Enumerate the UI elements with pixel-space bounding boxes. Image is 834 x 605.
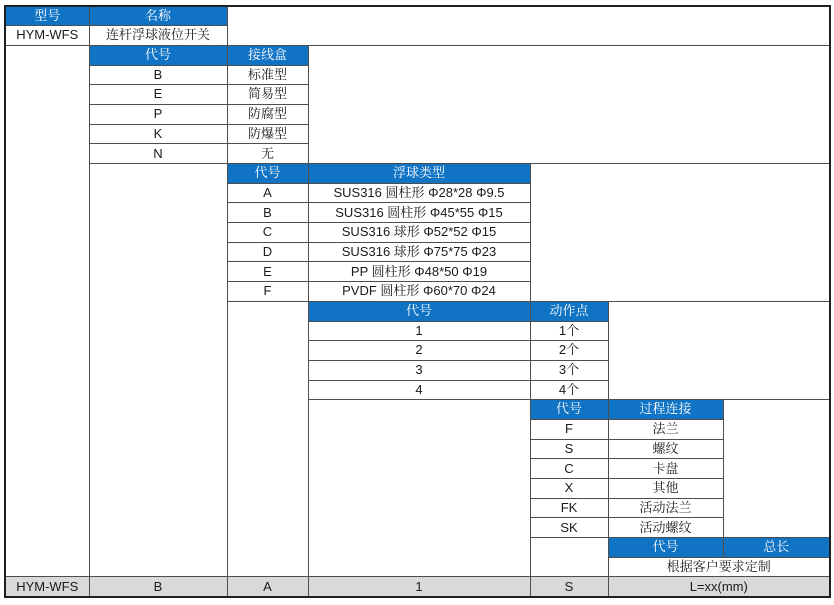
junction-title-header-cell: 接线盒 [227, 45, 308, 65]
action-code-cell: 1 [308, 321, 530, 341]
junction-label-cell: 防爆型 [227, 124, 308, 144]
model-name-cell: 连杆浮球液位开关 [89, 26, 227, 46]
junction-code-header-cell: 代号 [89, 45, 227, 65]
action-label-cell: 4个 [530, 380, 608, 400]
blank-right-of-float-cell [530, 164, 830, 302]
junction-code-cell: P [89, 104, 227, 124]
action-label-cell: 1个 [530, 321, 608, 341]
process-label-cell: 活动螺纹 [608, 518, 723, 538]
process-label-cell: 其他 [608, 479, 723, 499]
process-code-cell: C [530, 459, 608, 479]
float-title-header-cell: 浮球类型 [308, 164, 530, 184]
action-label-cell: 3个 [530, 360, 608, 380]
float-code-cell: F [227, 282, 308, 302]
float-label-cell: SUS316 球形 Φ75*75 Φ23 [308, 242, 530, 262]
blank-below-junction-cell [89, 164, 227, 577]
process-code-cell: SK [530, 518, 608, 538]
junction-label-cell: 简易型 [227, 85, 308, 105]
table-row [5, 164, 830, 184]
blank-below-process-cell [530, 538, 608, 577]
summary-float-cell: A [227, 577, 308, 597]
blank-top-right-cell [227, 6, 830, 45]
action-code-cell: 2 [308, 341, 530, 361]
junction-label-cell: 标准型 [227, 65, 308, 85]
action-code-cell: 4 [308, 380, 530, 400]
float-code-cell: C [227, 223, 308, 243]
action-title-header-cell: 动作点 [530, 301, 608, 321]
process-label-cell: 卡盘 [608, 459, 723, 479]
junction-code-cell: K [89, 124, 227, 144]
float-label-cell: PVDF 圆柱形 Φ60*70 Φ24 [308, 282, 530, 302]
table-row [5, 6, 830, 26]
blank-right-of-process-cell [723, 400, 830, 538]
float-code-cell: B [227, 203, 308, 223]
float-code-cell: E [227, 262, 308, 282]
float-label-cell: PP 圆柱形 Φ48*50 Φ19 [308, 262, 530, 282]
name-header-cell: 名称 [89, 6, 227, 26]
float-code-cell: D [227, 242, 308, 262]
process-code-cell: X [530, 479, 608, 499]
process-code-cell: S [530, 439, 608, 459]
junction-code-cell: N [89, 144, 227, 164]
summary-process-cell: S [530, 577, 608, 597]
summary-action-cell: 1 [308, 577, 530, 597]
blank-right-of-junction-cell [308, 45, 830, 163]
junction-code-cell: B [89, 65, 227, 85]
float-label-cell: SUS316 圆柱形 Φ28*28 Φ9.5 [308, 183, 530, 203]
length-note-cell: 根据客户要求定制 [608, 557, 830, 577]
blank-left-column-cell [5, 45, 89, 577]
blank-below-float-cell [227, 301, 308, 577]
blank-below-action-cell [308, 400, 530, 577]
process-code-header-cell: 代号 [530, 400, 608, 420]
float-label-cell: SUS316 圆柱形 Φ45*55 Φ15 [308, 203, 530, 223]
process-code-cell: F [530, 419, 608, 439]
process-title-header-cell: 过程连接 [608, 400, 723, 420]
process-label-cell: 法兰 [608, 419, 723, 439]
blank-right-of-action-cell [608, 301, 830, 399]
table-row [5, 45, 830, 65]
process-label-cell: 螺纹 [608, 439, 723, 459]
float-label-cell: SUS316 球形 Φ52*52 Φ15 [308, 223, 530, 243]
junction-label-cell: 无 [227, 144, 308, 164]
junction-label-cell: 防腐型 [227, 104, 308, 124]
action-code-cell: 3 [308, 360, 530, 380]
length-title-header-cell: 总长 [723, 538, 830, 558]
model-code-cell: HYM-WFS [5, 26, 89, 46]
action-label-cell: 2个 [530, 341, 608, 361]
float-code-cell: A [227, 183, 308, 203]
action-code-header-cell: 代号 [308, 301, 530, 321]
model-selection-table [4, 5, 831, 598]
summary-row [5, 577, 830, 597]
process-label-cell: 活动法兰 [608, 498, 723, 518]
summary-length-cell: L=xx(mm) [608, 577, 830, 597]
process-code-cell: FK [530, 498, 608, 518]
summary-model-cell: HYM-WFS [5, 577, 89, 597]
model-header-cell: 型号 [5, 6, 89, 26]
length-code-header-cell: 代号 [608, 538, 723, 558]
junction-code-cell: E [89, 85, 227, 105]
summary-junction-cell: B [89, 577, 227, 597]
float-code-header-cell: 代号 [227, 164, 308, 184]
